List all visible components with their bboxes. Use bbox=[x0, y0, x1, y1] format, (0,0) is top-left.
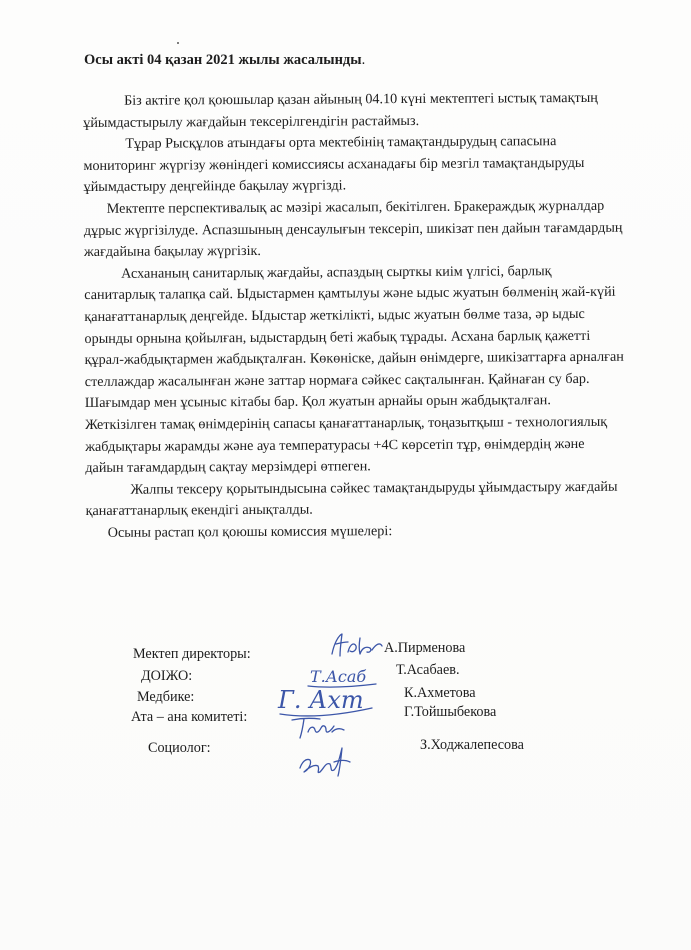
speck bbox=[177, 42, 179, 44]
signatory-name-2: Т.Асабаев. bbox=[396, 662, 460, 678]
document-title bbox=[84, 52, 365, 69]
signatory-role-1: Мектеп директоры: bbox=[133, 646, 251, 662]
paragraph-1: Біз актіге қол қоюшылар қазан айының 04.10 күні мектептегі ыстық тамақтың ұйымдастырылу жағдайын тексерілгендігін растаймыз. bbox=[83, 89, 598, 131]
signatory-name-5: З.Ходжалепесова bbox=[420, 737, 524, 753]
signatory-name-1: А.Пирменова bbox=[384, 640, 466, 656]
title-tail: . bbox=[361, 52, 366, 68]
handwritten-signature-5 bbox=[294, 742, 354, 782]
signature-3-text: Г. Ахт bbox=[278, 686, 364, 714]
paragraph-4: Асхананың санитарлық жағдайы, аспаздың сырткы киім үлгісі, барлық санитарлық талапқа сай. Ыдыстармен қамтылуы және ыдыс жуатын бөлменің жай-күйі қанағаттанарлық деңгейде. Ыдыстар жеткілікті, ыдыс жуатын бөлме таза, әр ыдыс орынды орнына қойылған, ыдыстардың беті жабық тұрады. Асхана барлық қажетті құрал-жабдықтармен жабдықталған. Көкөніске, дайын өнімдерге, шикізаттарға арналған стеллаждар жасалынған және заттар нормаға сәйкес сақталынған. Қайнаған су бар. Шағымдар мен ұсыныс кітабы бар. Қол жуатын арнайы орын жабдықталған. Жеткізілген тамақ өнімдерінің сапасы қанағаттанарлық, тоңазытқыш - технологиялық жабдықтары жарамды және ауа температурасы +4С көрсетіп тұр, өнімдердің және дайын тағамдардың сақтау мерзімдері өтпеген. bbox=[84, 262, 624, 477]
handwritten-signature-2 bbox=[306, 660, 386, 692]
signatory-role-5: Социолог: bbox=[148, 740, 211, 756]
paragraph-6: Осыны растап қол қоюшы комиссия мүшелері: bbox=[107, 522, 393, 541]
signature-2-text: Т.Асаб bbox=[310, 667, 367, 686]
paragraph-2: Тұрар Рысқұлов атындағы орта мектебінің тамақтандырудың сапасына мониторинг жүргізу жөніндегі комиссиясы асханадағы бір мезгіл тамақтандыруды ұйымдастыру деңгейінде бақылау жүргізді. bbox=[83, 133, 585, 196]
handwritten-signature-1 bbox=[326, 630, 386, 660]
paragraph-5: Жалпы тексеру қорытындысына сәйкес тамақтандыруды ұйымдастыру жағдайы қанағаттанарлық екендігі анықталды. bbox=[85, 478, 618, 520]
signatory-role-4: Ата – ана комитеті: bbox=[131, 709, 248, 725]
signatory-role-2: ДОІЖО: bbox=[141, 668, 193, 684]
document-body bbox=[83, 88, 626, 545]
signatory-name-4: Г.Тойшыбекова bbox=[404, 704, 497, 720]
signatory-name-3: К.Ахметова bbox=[404, 685, 476, 701]
paragraph-3: Мектепте перспективалық ас мәзірі жасалып, бекітілген. Бракераждық журналдар дұрыс жүргізілуде. Аспазшының денсаулығын тексеріп, шикізат пен дайын тағамдардың жағдайына бақылау жүргізік. bbox=[83, 197, 623, 261]
title-text: Осы акті 04 қазан 2021 жылы жасалынды bbox=[84, 52, 362, 68]
handwritten-signature-3 bbox=[276, 678, 386, 722]
signatory-role-3: Медбике: bbox=[137, 689, 195, 705]
handwritten-signature-4 bbox=[288, 712, 348, 742]
